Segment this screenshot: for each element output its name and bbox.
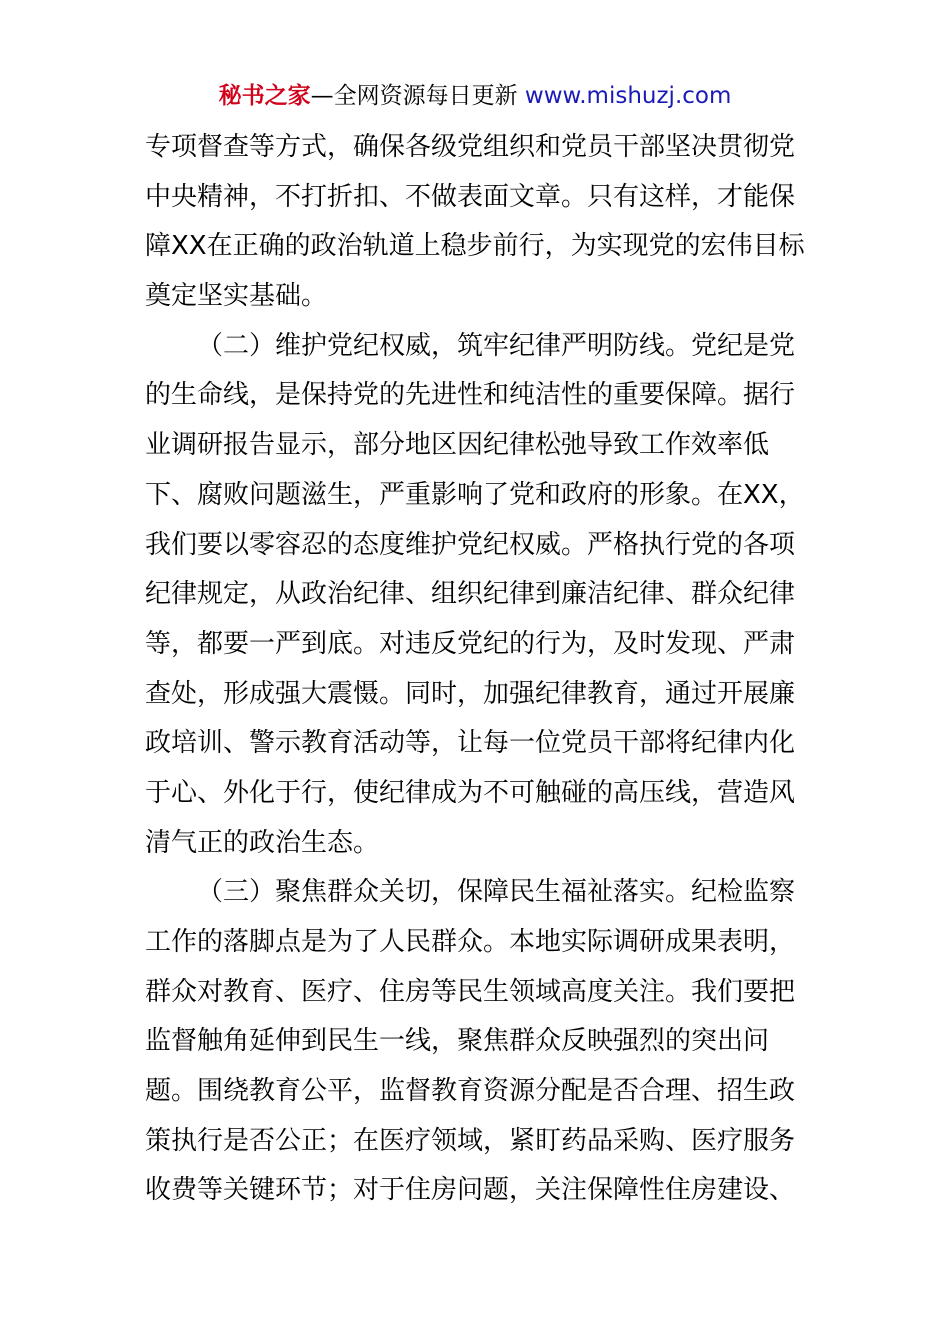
text-line: 政培训、警示教育活动等，让每一位党员干部将纪律内化: [145, 728, 796, 759]
text-line: 中央精神，不打折扣、不做表面文章。只有这样，才能保: [145, 181, 796, 212]
text-line: （三）聚焦群众关切，保障民生福祉落实。纪检监察: [197, 877, 796, 908]
text-line: 查处，形成强大震慑。同时，加强纪律教育，通过开展廉: [145, 678, 796, 709]
text-line: 等，都要一严到底。对违反党纪的行为，及时发现、严肃: [145, 628, 796, 659]
text-line: 专项督查等方式，确保各级党组织和党员干部坚决贯彻党: [145, 132, 796, 162]
text-line: 的生命线，是保持党的先进性和纯洁性的重要保障。据行: [145, 380, 796, 411]
text-line: 题。围绕教育公平，监督教育资源分配是否合理、招生政: [145, 1076, 796, 1107]
text-line: 于心、外化于行，使纪律成为不可触碰的高压线，营造风: [145, 777, 796, 808]
text-line: 收费等关键环节；对于住房问题，关注保障性住房建设、: [145, 1175, 796, 1206]
paragraph: [145, 123, 805, 322]
header-tagline: 全网资源每日更新: [333, 83, 518, 109]
text-line: 监督触角延伸到民生一线，聚焦群众反映强烈的突出问: [145, 1026, 770, 1057]
text-line: 清气正的政治生态。: [145, 827, 380, 858]
paragraph: [145, 322, 805, 869]
text-line: 下、腐败问题滋生，严重影响了党和政府的形象。在XX，: [145, 479, 805, 510]
text-line: 我们要以零容忍的态度维护党纪权威。严格执行党的各项: [145, 529, 796, 560]
text-line: 障XX在正确的政治轨道上稳步前行，为实现党的宏伟目标: [145, 231, 805, 262]
paragraph-list: [145, 123, 805, 1216]
text-line: 业调研报告显示，部分地区因纪律松弛导致工作效率低: [145, 430, 770, 461]
site-url-link[interactable]: www.mishuzj.com: [524, 83, 732, 109]
text-line: 纪律规定，从政治纪律、组织纪律到廉洁纪律、群众纪律: [145, 579, 796, 610]
header-separator: —: [310, 83, 334, 109]
site-header: [0, 78, 950, 114]
text-line: （二）维护党纪权威，筑牢纪律严明防线。党纪是党: [197, 330, 796, 361]
text-line: 工作的落脚点是为了人民群众。本地实际调研成果表明，: [145, 927, 796, 957]
text-line: 群众对教育、医疗、住房等民生领域高度关注。我们要把: [145, 976, 796, 1007]
paragraph: [145, 868, 805, 1216]
document-body: [145, 123, 805, 1216]
text-line: 奠定坚实基础。: [145, 281, 328, 312]
text-line: 策执行是否公正；在医疗领域，紧盯药品采购、医疗服务: [145, 1125, 796, 1156]
site-brand: 秘书之家: [218, 83, 311, 109]
